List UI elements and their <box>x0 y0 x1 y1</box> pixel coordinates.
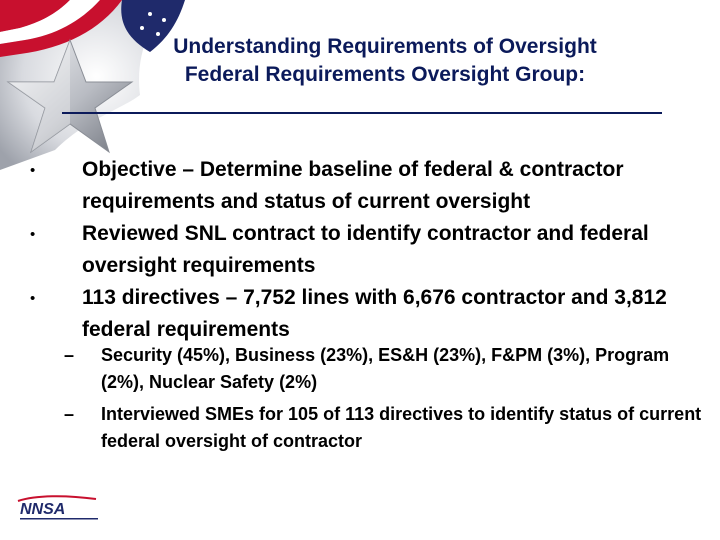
slide-title-line-1: Understanding Requirements of Oversight <box>173 35 597 58</box>
bullet-reviewed-contract: Reviewed SNL contract to identify contractor and federal oversight requirements <box>82 222 649 277</box>
sub-bullet-marker: – <box>64 404 75 424</box>
slide-title-line-2: Federal Requirements Oversight Group: <box>184 63 586 86</box>
title-underline <box>62 112 662 114</box>
sub-bullet-interviewed-smes: Interviewed SMEs for 105 of 113 directives to identify status of current federal oversight of contractor <box>101 404 702 451</box>
bullet-marker: • <box>30 226 36 243</box>
bullet-directives: 113 directives – 7,752 lines with 6,676 contractor and 3,812 federal requirements <box>82 286 667 341</box>
nnsa-wordmark: NNSA <box>20 501 66 518</box>
bullet-marker: • <box>30 290 36 307</box>
bullet-objective: Objective – Determine baseline of federal & contractor requirements and status of current oversight <box>82 158 624 213</box>
sub-bullet-categories: Security (45%), Business (23%), ES&H (23%), F&PM (3%), Program (2%), Nuclear Safety (2%) <box>101 345 670 392</box>
sub-bullet-marker: – <box>64 345 75 365</box>
bullet-marker: • <box>30 162 36 179</box>
nnsa-logo <box>16 493 106 523</box>
